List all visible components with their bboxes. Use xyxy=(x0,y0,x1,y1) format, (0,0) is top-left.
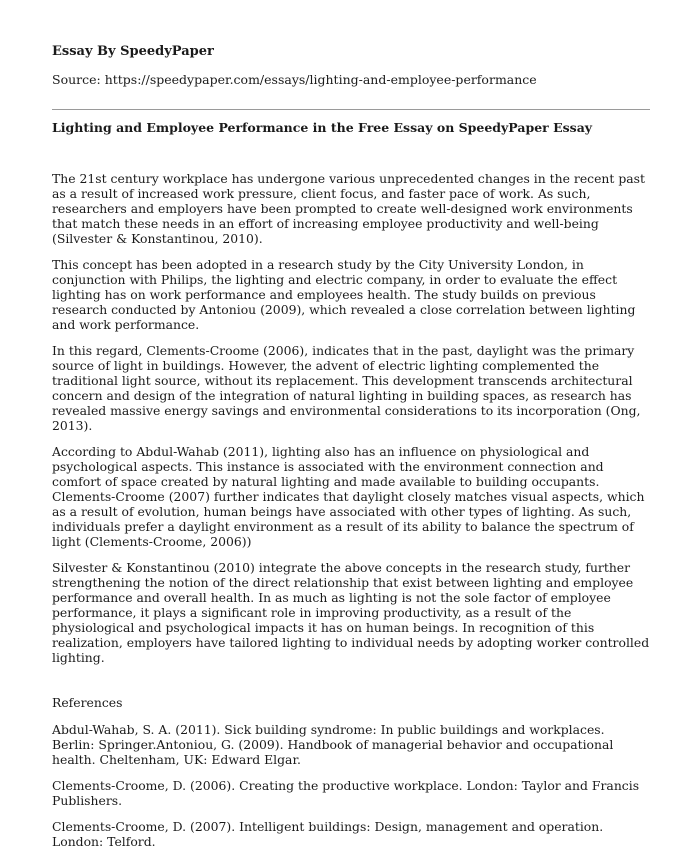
essay-body xyxy=(52,171,650,860)
document-header-title: Essay By SpeedyPaper xyxy=(52,44,214,59)
essay-paragraph: In this regard, Clements-Croome (2006), indicates that in the past, daylight was the primary source of light in buildings. However, the advent of electric lighting complemented the traditional light source, without its replacement. This development transcends architectural concern and design of the integration of natural lighting in building spaces, as research has revealed massive energy savings and environmental considerations to its incorporation (Ong, 2013). xyxy=(52,343,641,433)
reference-item: Clements-Croome, D. (2006). Creating the productive workplace. London: Taylor and Francis Publishers. xyxy=(52,778,640,808)
document-source-line: Source: https://speedypaper.com/essays/lighting-and-employee-performance xyxy=(52,72,537,87)
essay-paragraph: Silvester & Konstantinou (2010) integrate the above concepts in the research study, further strengthening the notion of the direct relationship that exist between lighting and employee performance and overall health. In as much as lighting is not the sole factor of employee performance, it plays a significant role in improving productivity, as a result of the physiological and psychological impacts it has on human beings. In recognition of this realization, employers have tailored lighting to individual needs by adopting worker controlled lighting. xyxy=(52,560,650,665)
reference-item: Abdul-Wahab, S. A. (2011). Sick building syndrome: In public buildings and workplaces. Berlin: Springer.Antoniou, G. (2009). Handbook of managerial behavior and occupational health. Cheltenham, UK: Edward Elgar. xyxy=(52,722,614,767)
reference-item: Clements-Croome, D. (2007). Intelligent buildings: Design, management and operation. London: Telford. xyxy=(52,819,604,849)
essay-paragraph: This concept has been adopted in a research study by the City University London, in conjunction with Philips, the lighting and electric company, in order to evaluate the effect lighting has on work performance and employees health. The study builds on previous research conducted by Antoniou (2009), which revealed a close correlation between lighting and work performance. xyxy=(52,257,636,332)
header-divider xyxy=(52,109,650,110)
references-heading: References xyxy=(52,695,123,710)
essay-paragraph: The 21st century workplace has undergone various unprecedented changes in the recent past as a result of increased work pressure, client focus, and faster pace of work. As such, researchers and employers have been prompted to create well-designed work environments that match these needs in an effort of increasing employee productivity and well-being (Silvester & Konstantinou, 2010). xyxy=(52,171,645,246)
essay-title: Lighting and Employee Performance in the Free Essay on SpeedyPaper Essay xyxy=(52,120,593,135)
essay-paragraph: According to Abdul-Wahab (2011), lighting also has an influence on physiological and psychological aspects. This instance is associated with the environment connection and comfort of space created by natural lighting and made available to building occupants. Clements-Croome (2007) further indicates that daylight closely matches visual aspects, which as a result of evolution, human beings have associated with other types of lighting. As such, individuals prefer a daylight environment as a result of its ability to balance the spectrum of light (Clements-Croome, 2006)) xyxy=(52,444,645,549)
